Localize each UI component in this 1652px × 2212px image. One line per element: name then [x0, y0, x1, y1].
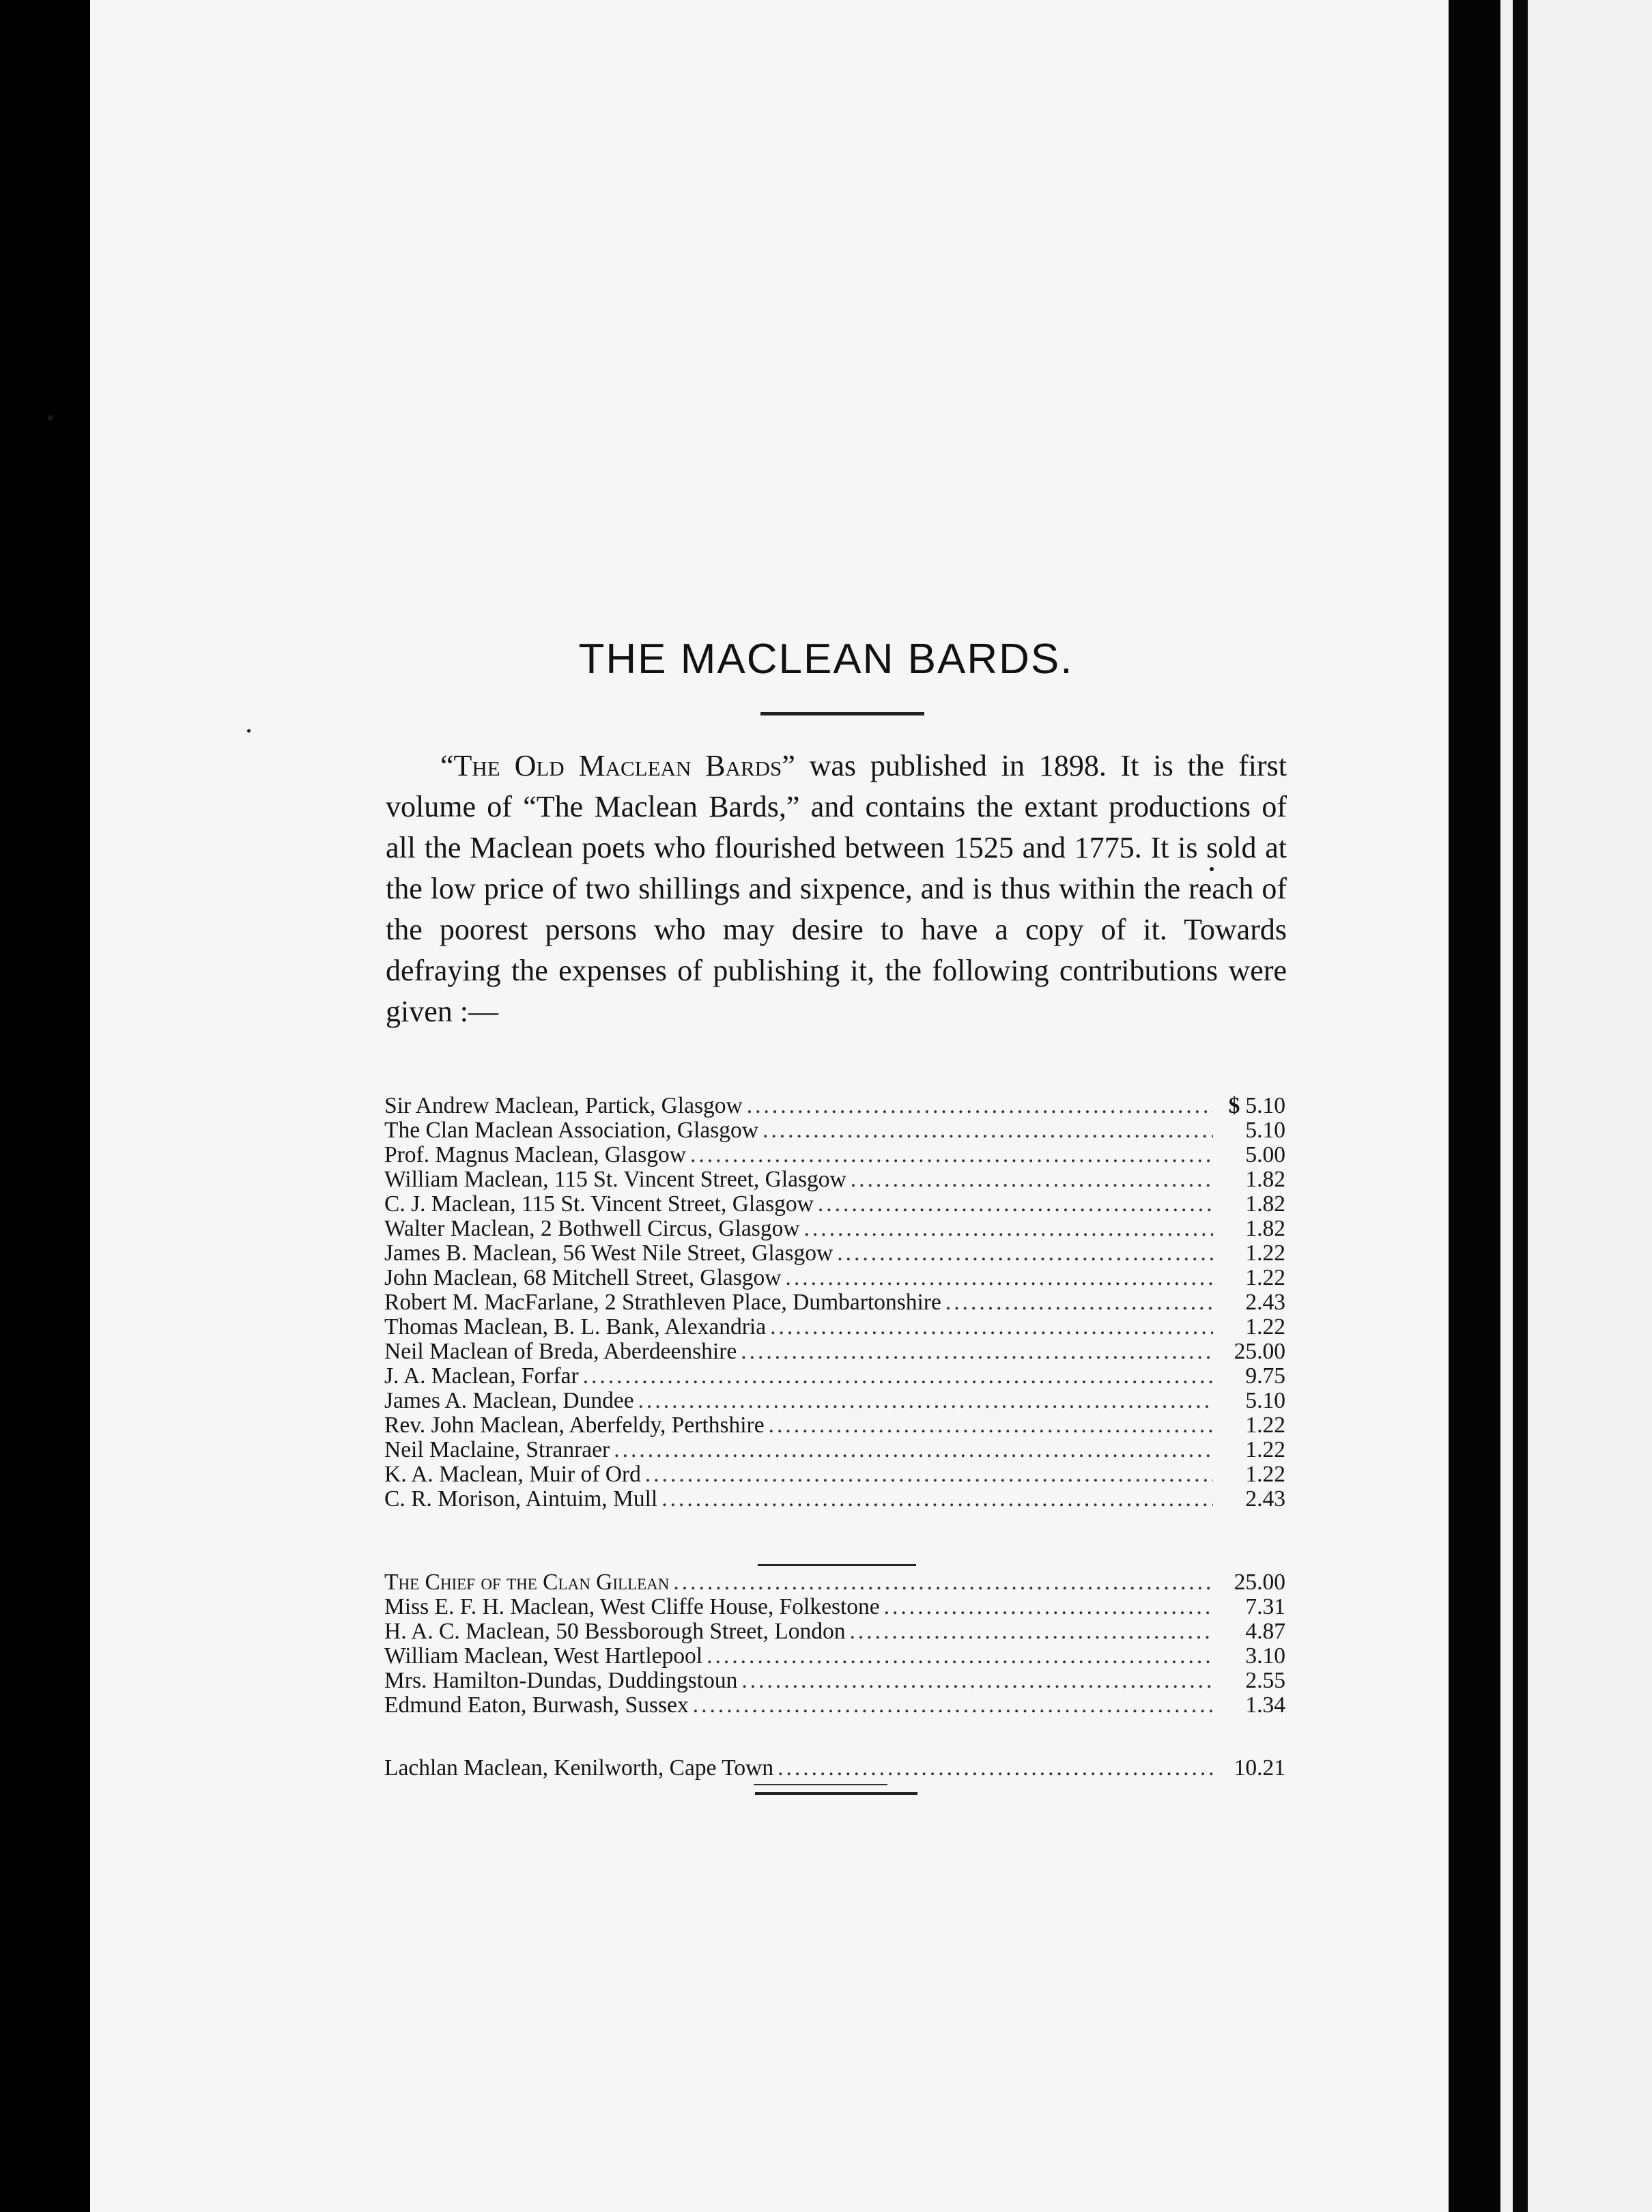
contribution-amount: 9.75	[1245, 1363, 1285, 1389]
leader-dots	[785, 1266, 1213, 1290]
contribution-amount: 1.82	[1245, 1216, 1285, 1241]
leader-dots	[690, 1143, 1213, 1167]
contribution-amount: 1.22	[1245, 1437, 1285, 1462]
contribution-amount-cell	[1217, 1413, 1285, 1438]
contribution-amount: 1.82	[1245, 1167, 1285, 1192]
underline-mark	[754, 1784, 887, 1785]
leader-dots	[583, 1364, 1213, 1389]
contributor-name: Edmund Eaton, Burwash, Sussex	[384, 1692, 689, 1718]
contribution-row	[384, 1438, 1285, 1462]
contribution-amount: 2.55	[1245, 1668, 1285, 1693]
contribution-row	[384, 1570, 1285, 1595]
contribution-row	[384, 1241, 1285, 1266]
leader-dots	[707, 1644, 1213, 1669]
contributor-name: Neil Maclaine, Stranraer	[384, 1437, 610, 1462]
leader-dots	[851, 1167, 1213, 1192]
title-rule	[760, 712, 924, 715]
facing-page-edge	[1500, 0, 1652, 2212]
leader-dots	[769, 1413, 1213, 1438]
contribution-amount: 10.21	[1234, 1755, 1285, 1781]
contribution-row	[384, 1339, 1285, 1364]
contribution-amount-cell	[1217, 1693, 1285, 1718]
leader-dots	[837, 1241, 1213, 1266]
contribution-amount-cell	[1217, 1094, 1285, 1118]
contributor-name: Sir Andrew Maclean, Partick, Glasgow	[384, 1093, 743, 1118]
contribution-row	[384, 1364, 1285, 1389]
leader-dots	[741, 1339, 1213, 1364]
contributor-name: J. A. Maclean, Forfar	[384, 1363, 579, 1389]
contribution-amount: 1.22	[1245, 1314, 1285, 1339]
contribution-amount-cell	[1217, 1118, 1285, 1143]
contributor-name: Neil Maclean of Breda, Aberdeenshire	[384, 1339, 737, 1364]
contribution-amount-cell	[1217, 1487, 1285, 1512]
contribution-row	[384, 1644, 1285, 1669]
contribution-amount: 5.00	[1245, 1142, 1285, 1167]
scan-speck	[247, 729, 251, 733]
contribution-amount-cell	[1217, 1644, 1285, 1669]
contribution-amount-cell	[1217, 1669, 1285, 1693]
contributor-name: C. J. Maclean, 115 St. Vincent Street, Glasgow	[384, 1191, 814, 1217]
intro-body: ” was published in 1898. It is the first volume of “The Maclean Bards,” and contains the extant productions of all the Maclean poets who flourished between 1525 and 1775. It is sold at the low price of two shillings and sixpence, and is thus within the reach of the poorest persons who may desire to have a copy of it. Towards defraying the expenses of publishing it, the following contributions were given :—	[386, 749, 1287, 1028]
contributor-name: The Chief of the Clan Gillean	[384, 1570, 670, 1595]
contribution-amount-cell	[1217, 1315, 1285, 1339]
scan-speck	[48, 415, 53, 421]
contribution-amount-cell	[1217, 1438, 1285, 1462]
leader-dots	[804, 1217, 1213, 1241]
contribution-amount: 2.43	[1245, 1290, 1285, 1315]
contributor-name: James A. Maclean, Dundee	[384, 1388, 634, 1413]
contributor-name: Rev. John Maclean, Aberfeldy, Perthshire	[384, 1413, 765, 1438]
contribution-row	[384, 1595, 1285, 1619]
contribution-row	[384, 1167, 1285, 1192]
leader-dots	[884, 1595, 1213, 1619]
contribution-amount-cell	[1217, 1619, 1285, 1644]
leader-dots	[850, 1619, 1214, 1644]
contributor-name: C. R. Morison, Aintuim, Mull	[384, 1486, 658, 1512]
contribution-amount: 1.22	[1245, 1240, 1285, 1266]
leader-dots	[661, 1487, 1213, 1512]
contribution-row	[384, 1192, 1285, 1217]
contributor-name: Miss E. F. H. Maclean, West Cliffe House, Folkestone	[384, 1594, 880, 1619]
contribution-amount-cell	[1217, 1266, 1285, 1290]
facing-page-shadow	[1513, 0, 1528, 2212]
contributor-name: William Maclean, West Hartlepool	[384, 1643, 703, 1669]
contribution-row	[384, 1756, 1285, 1781]
leader-dots	[741, 1669, 1213, 1693]
contribution-amount: 4.87	[1245, 1619, 1285, 1644]
contribution-amount-cell	[1217, 1143, 1285, 1167]
contribution-amount: 5.10	[1245, 1118, 1285, 1143]
contributor-name: The Clan Maclean Association, Glasgow	[384, 1118, 758, 1143]
contribution-row	[384, 1118, 1285, 1143]
contribution-amount-cell	[1217, 1389, 1285, 1413]
contribution-row	[384, 1669, 1285, 1693]
contribution-amount: 25.00	[1234, 1339, 1285, 1364]
closing-rule	[755, 1792, 917, 1795]
contribution-amount-cell	[1217, 1217, 1285, 1241]
contribution-amount: 1.22	[1245, 1413, 1285, 1438]
contribution-amount-cell	[1217, 1570, 1285, 1595]
contribution-row	[384, 1693, 1285, 1718]
contribution-row	[384, 1462, 1285, 1487]
contributor-name: Prof. Magnus Maclean, Glasgow	[384, 1142, 686, 1167]
contribution-amount-cell	[1217, 1462, 1285, 1487]
gutter-strip	[1449, 0, 1500, 2212]
contributor-name: William Maclean, 115 St. Vincent Street, Glasgow	[384, 1167, 846, 1192]
contributor-name: Thomas Maclean, B. L. Bank, Alexandria	[384, 1314, 767, 1339]
page-title: THE MACLEAN BARDS.	[578, 636, 1074, 683]
intro-book-title: The Old Maclean Bards	[453, 749, 782, 782]
contributor-name: K. A. Maclean, Muir of Ord	[384, 1462, 641, 1487]
contribution-amount: 1.22	[1245, 1265, 1285, 1290]
contribution-row	[384, 1487, 1285, 1512]
contributor-name: John Maclean, 68 Mitchell Street, Glasgow	[384, 1265, 782, 1290]
contribution-row	[384, 1389, 1285, 1413]
contribution-amount: 1.34	[1245, 1692, 1285, 1718]
intro-open-quote: “	[440, 749, 454, 782]
leader-dots	[770, 1315, 1213, 1339]
contribution-amount: 5.10	[1245, 1093, 1285, 1118]
scan-left-border	[0, 0, 90, 2212]
leader-dots	[614, 1438, 1213, 1462]
contribution-amount-cell	[1217, 1339, 1285, 1364]
contribution-amount: 7.31	[1245, 1594, 1285, 1619]
leader-dots	[818, 1192, 1213, 1217]
contribution-amount: 3.10	[1245, 1643, 1285, 1669]
leader-dots	[778, 1756, 1213, 1781]
contribution-amount-cell	[1217, 1756, 1285, 1781]
contribution-row	[384, 1217, 1285, 1241]
contributor-name: Robert M. MacFarlane, 2 Strathleven Place, Dumbartonshire	[384, 1290, 941, 1315]
contribution-row	[384, 1315, 1285, 1339]
contribution-amount: 5.10	[1245, 1388, 1285, 1413]
contribution-row	[384, 1290, 1285, 1315]
contribution-row	[384, 1094, 1285, 1118]
contribution-amount: 1.22	[1245, 1462, 1285, 1487]
leader-dots	[763, 1118, 1213, 1143]
contribution-row	[384, 1619, 1285, 1644]
leader-dots	[638, 1389, 1213, 1413]
contribution-amount-cell	[1217, 1595, 1285, 1619]
section-rule	[758, 1564, 916, 1566]
contribution-amount-cell	[1217, 1290, 1285, 1315]
contributor-name: Mrs. Hamilton-Dundas, Duddingstoun	[384, 1668, 738, 1693]
leader-dots	[645, 1462, 1213, 1487]
intro-paragraph	[386, 746, 1287, 1032]
leader-dots	[693, 1693, 1213, 1718]
contribution-row	[384, 1143, 1285, 1167]
currency-symbol: $	[1228, 1093, 1240, 1118]
contribution-amount-cell	[1217, 1364, 1285, 1389]
leader-dots	[945, 1290, 1213, 1315]
contribution-amount: 2.43	[1245, 1486, 1285, 1512]
contribution-row	[384, 1413, 1285, 1438]
contributions-list-3	[384, 1756, 1285, 1781]
contribution-amount-cell	[1217, 1167, 1285, 1192]
contributor-name: James B. Maclean, 56 West Nile Street, Glasgow	[384, 1240, 834, 1266]
contribution-amount: 25.00	[1234, 1570, 1285, 1595]
contribution-row	[384, 1266, 1285, 1290]
contributor-name: Lachlan Maclean, Kenilworth, Cape Town	[384, 1755, 774, 1781]
contribution-amount: 1.82	[1245, 1191, 1285, 1217]
contributions-list-1	[384, 1094, 1285, 1512]
contributions-list-2	[384, 1570, 1285, 1718]
contribution-amount-cell	[1217, 1192, 1285, 1217]
contributor-name: Walter Maclean, 2 Bothwell Circus, Glasgow	[384, 1216, 800, 1241]
leader-dots	[747, 1094, 1213, 1118]
contribution-amount-cell	[1217, 1241, 1285, 1266]
leader-dots	[673, 1570, 1213, 1595]
contributor-name: H. A. C. Maclean, 50 Bessborough Street, London	[384, 1619, 846, 1644]
